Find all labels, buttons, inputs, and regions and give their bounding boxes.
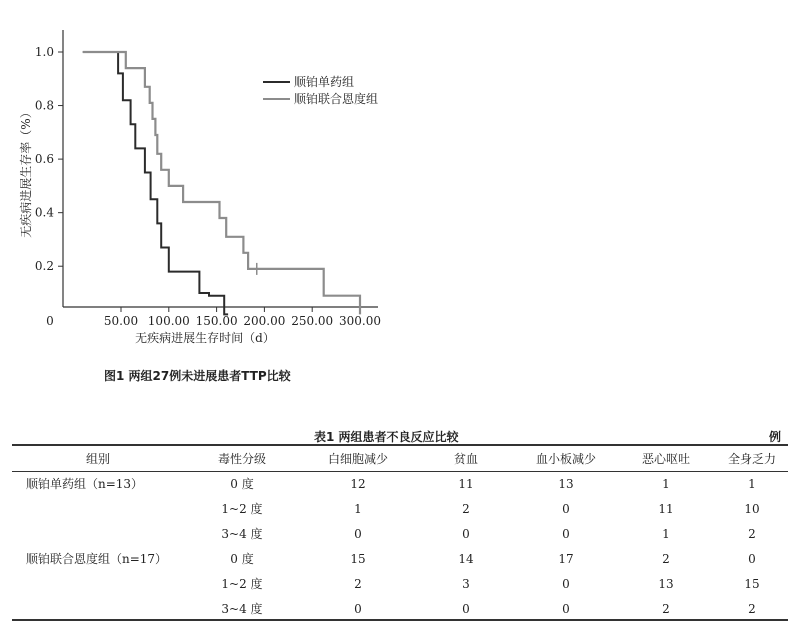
table-row xyxy=(12,521,788,546)
legend-label: 顺铂联合恩度组 xyxy=(294,92,379,106)
table-cell-group xyxy=(12,571,184,596)
legend-label: 顺铂单药组 xyxy=(294,75,355,89)
table-cell-value: 2 xyxy=(354,576,362,591)
table-cell-grade: 0 度 xyxy=(230,477,254,491)
table-header-row xyxy=(12,446,788,471)
table-cell-value: 2 xyxy=(462,501,470,516)
table-cell-grade: 3~4 度 xyxy=(221,527,263,541)
table-cell-value: 17 xyxy=(558,551,574,566)
y-tick-label: 0.8 xyxy=(34,98,54,113)
table-cell-group: 顺铂联合恩度组（n=17） xyxy=(26,552,168,566)
y-tick-label: 0.2 xyxy=(34,259,54,274)
x-tick-label: 100.00 xyxy=(147,314,190,328)
header-anemia: 贫血 xyxy=(453,452,478,466)
header-grade: 毒性分级 xyxy=(217,452,266,466)
header-fatigue: 全身乏力 xyxy=(727,452,776,466)
table-cell-value: 12 xyxy=(350,476,366,491)
table-cell-value: 0 xyxy=(562,576,570,591)
table-cell-grade: 3~4 度 xyxy=(221,602,263,616)
table-title: 表1 两组患者不良反应比较 xyxy=(314,430,459,444)
table-cell-value: 0 xyxy=(354,526,362,541)
table-cell-group xyxy=(12,496,184,521)
x-tick-label: 150.00 xyxy=(195,314,238,328)
table-cell-value: 11 xyxy=(658,501,674,516)
x-tick-label: 250.00 xyxy=(291,314,334,328)
table-cell-value: 14 xyxy=(458,551,474,566)
table-cell-value: 0 xyxy=(462,601,470,616)
table-cell-value: 1 xyxy=(748,476,756,491)
table-cell-grade: 1~2 度 xyxy=(221,577,263,591)
origin-label: 0 xyxy=(46,314,54,328)
table-cell-value: 13 xyxy=(558,476,574,491)
table-cell-value: 2 xyxy=(748,526,756,541)
header-thrombocytopenia: 血小板减少 xyxy=(535,452,596,466)
series-line-cisplatin xyxy=(83,52,228,314)
chart-legend xyxy=(263,75,378,106)
x-tick-label: 300.00 xyxy=(339,314,381,328)
table-row xyxy=(12,496,788,521)
table-unit: 例 xyxy=(769,430,782,444)
adverse-reaction-table xyxy=(12,446,788,621)
table-cell-value: 2 xyxy=(662,601,670,616)
table-cell-value: 2 xyxy=(662,551,670,566)
figure-caption: 图1 两组27例未进展患者TTP比较 xyxy=(104,369,291,383)
table-row xyxy=(12,546,788,571)
table-cell-value: 0 xyxy=(562,526,570,541)
table-cell-value: 15 xyxy=(350,551,366,566)
table-cell-grade: 1~2 度 xyxy=(221,502,263,516)
table-cell-value: 2 xyxy=(748,601,756,616)
x-tick-label: 50.00 xyxy=(103,314,139,328)
table-cell-grade: 0 度 xyxy=(230,552,254,566)
x-tick-label: 200.00 xyxy=(243,314,286,328)
table-cell-value: 15 xyxy=(744,576,760,591)
table-row xyxy=(12,596,788,621)
table-row xyxy=(12,571,788,596)
table-cell-value: 0 xyxy=(462,526,470,541)
table-cell-value: 3 xyxy=(462,576,470,591)
table-cell-value: 0 xyxy=(562,501,570,516)
y-tick-label: 1.0 xyxy=(34,45,54,59)
header-group: 组别 xyxy=(85,452,110,466)
table-row xyxy=(12,471,788,496)
table-cell-value: 11 xyxy=(458,476,474,491)
table-cell-value: 1 xyxy=(662,476,670,491)
header-leukopenia: 白细胞减少 xyxy=(327,452,388,466)
table-cell-value: 10 xyxy=(744,501,760,516)
header-nausea-vomiting: 恶心呕吐 xyxy=(641,452,690,466)
table-cell-group xyxy=(12,521,184,546)
y-tick-label: 0.4 xyxy=(34,205,54,220)
table-cell-value: 1 xyxy=(662,526,670,541)
table-cell-value: 0 xyxy=(748,551,756,566)
y-tick-label: 0.6 xyxy=(34,152,54,167)
table-cell-value: 0 xyxy=(562,601,570,616)
table-cell-value: 13 xyxy=(658,576,674,591)
table-cell-group xyxy=(12,596,184,621)
table-cell-value: 0 xyxy=(354,601,362,616)
y-axis-label: 无疾病进展生存率（%） xyxy=(19,106,33,238)
table-cell-group: 顺铂单药组（n=13） xyxy=(26,477,144,491)
table-cell-value: 1 xyxy=(354,501,362,516)
x-axis-label: 无疾病进展生存时间（d） xyxy=(135,331,275,345)
